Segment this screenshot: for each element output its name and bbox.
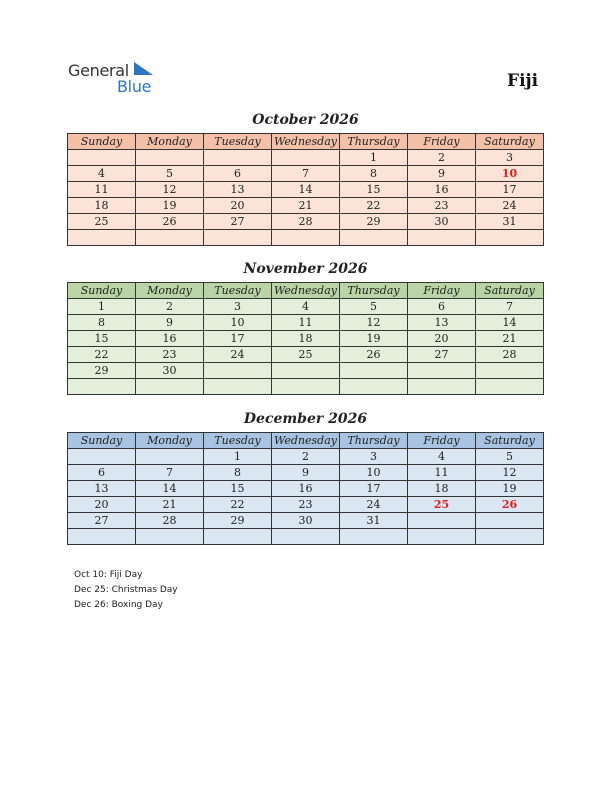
day-cell: 8 [68,315,136,331]
day-cell [408,529,476,545]
day-cell: 18 [272,331,340,347]
day-cell: 19 [340,331,408,347]
weekday-header: Sunday [68,433,136,449]
day-cell [272,379,340,395]
week-row [68,299,544,315]
weekday-header: Wednesday [272,283,340,299]
day-cell [68,150,136,166]
day-cell [204,529,272,545]
day-cell [272,363,340,379]
day-cell: 17 [340,481,408,497]
week-row [68,513,544,529]
day-cell: 15 [340,182,408,198]
day-cell [408,513,476,529]
day-cell: 11 [68,182,136,198]
day-cell: 18 [68,198,136,214]
day-cell: 13 [68,481,136,497]
day-cell: 2 [272,449,340,465]
day-cell: 23 [272,497,340,513]
day-cell [204,150,272,166]
day-cell: 6 [204,166,272,182]
day-cell: 10 [476,166,544,182]
day-cell [476,363,544,379]
weekday-header: Saturday [476,283,544,299]
holiday-notes [74,568,178,613]
weekday-header: Monday [136,433,204,449]
weekday-header: Tuesday [204,283,272,299]
holiday-note: Dec 25: Christmas Day [74,585,178,595]
day-cell: 12 [476,465,544,481]
week-row [68,150,544,166]
weekday-header-row [68,433,544,449]
day-cell [408,230,476,246]
weekday-header: Tuesday [204,134,272,150]
day-cell: 5 [340,299,408,315]
weekday-header-row [68,134,544,150]
day-cell: 11 [408,465,476,481]
week-row [68,182,544,198]
week-row [68,198,544,214]
day-cell: 3 [340,449,408,465]
day-cell [204,379,272,395]
weekday-header-row [68,283,544,299]
day-cell: 27 [68,513,136,529]
day-cell: 10 [204,315,272,331]
day-cell [68,230,136,246]
logo-triangle-icon [134,62,154,76]
day-cell [68,449,136,465]
day-cell: 25 [272,347,340,363]
day-cell [272,529,340,545]
day-cell [136,379,204,395]
day-cell: 9 [408,166,476,182]
weekday-header: Saturday [476,134,544,150]
day-cell: 7 [136,465,204,481]
day-cell [476,513,544,529]
day-cell: 25 [408,497,476,513]
day-cell: 4 [408,449,476,465]
day-cell: 27 [408,347,476,363]
day-cell: 1 [204,449,272,465]
day-cell: 20 [68,497,136,513]
day-cell: 7 [476,299,544,315]
day-cell: 3 [204,299,272,315]
day-cell: 22 [68,347,136,363]
day-cell: 8 [340,166,408,182]
day-cell: 15 [68,331,136,347]
day-cell [408,379,476,395]
day-cell [136,449,204,465]
day-cell: 19 [136,198,204,214]
day-cell [204,230,272,246]
day-cell: 26 [340,347,408,363]
day-cell: 9 [136,315,204,331]
day-cell: 22 [340,198,408,214]
day-cell: 26 [476,497,544,513]
day-cell: 13 [408,315,476,331]
day-cell: 14 [136,481,204,497]
weekday-header: Monday [136,134,204,150]
weekday-header: Tuesday [204,433,272,449]
day-cell: 28 [476,347,544,363]
day-cell: 12 [136,182,204,198]
week-row [68,449,544,465]
weekday-header: Friday [408,433,476,449]
day-cell: 20 [204,198,272,214]
day-cell [204,363,272,379]
week-row [68,481,544,497]
day-cell: 30 [408,214,476,230]
week-row [68,363,544,379]
weekday-header: Saturday [476,433,544,449]
week-row [68,230,544,246]
day-cell: 15 [204,481,272,497]
weekday-header: Wednesday [272,433,340,449]
day-cell: 28 [136,513,204,529]
day-cell: 9 [272,465,340,481]
day-cell: 3 [476,150,544,166]
day-cell: 2 [136,299,204,315]
weekday-header: Monday [136,283,204,299]
month-grid [67,133,544,246]
day-cell: 25 [68,214,136,230]
month-title: December 2026 [243,411,368,427]
holiday-note: Dec 26: Boxing Day [74,600,163,610]
week-row [68,214,544,230]
day-cell: 24 [476,198,544,214]
day-cell: 11 [272,315,340,331]
day-cell: 16 [136,331,204,347]
weekday-header: Thursday [340,433,408,449]
day-cell: 21 [476,331,544,347]
week-row [68,347,544,363]
day-cell: 29 [204,513,272,529]
day-cell: 5 [476,449,544,465]
day-cell: 13 [204,182,272,198]
day-cell: 31 [340,513,408,529]
day-cell [272,150,340,166]
weekday-header: Thursday [340,134,408,150]
week-row [68,315,544,331]
day-cell: 20 [408,331,476,347]
day-cell: 28 [272,214,340,230]
day-cell [136,230,204,246]
weekday-header: Sunday [68,134,136,150]
week-row [68,166,544,182]
month-title: October 2026 [252,112,359,128]
day-cell: 21 [136,497,204,513]
day-cell [476,529,544,545]
month-grid [67,282,544,395]
day-cell: 19 [476,481,544,497]
day-cell: 22 [204,497,272,513]
day-cell: 27 [204,214,272,230]
day-cell: 16 [272,481,340,497]
day-cell [476,379,544,395]
day-cell: 7 [272,166,340,182]
day-cell: 12 [340,315,408,331]
week-row [68,331,544,347]
day-cell: 31 [476,214,544,230]
day-cell [340,230,408,246]
day-cell [136,529,204,545]
weekday-header: Friday [408,134,476,150]
day-cell: 18 [408,481,476,497]
day-cell: 17 [476,182,544,198]
month-grid [67,432,544,545]
day-cell: 23 [408,198,476,214]
day-cell [340,529,408,545]
day-cell [340,363,408,379]
weekday-header: Friday [408,283,476,299]
day-cell: 6 [408,299,476,315]
logo-word-blue: Blue [117,77,152,96]
week-row [68,465,544,481]
day-cell: 10 [340,465,408,481]
week-row [68,379,544,395]
day-cell: 16 [408,182,476,198]
day-cell: 26 [136,214,204,230]
weekday-header: Sunday [68,283,136,299]
day-cell: 29 [68,363,136,379]
week-row [68,497,544,513]
general-blue-logo [68,61,158,97]
week-row [68,529,544,545]
day-cell: 21 [272,198,340,214]
day-cell [272,230,340,246]
day-cell: 5 [136,166,204,182]
day-cell: 6 [68,465,136,481]
weekday-header: Thursday [340,283,408,299]
month-title: November 2026 [243,261,368,277]
day-cell [340,379,408,395]
day-cell: 14 [476,315,544,331]
day-cell: 30 [272,513,340,529]
day-cell: 8 [204,465,272,481]
logo-word-general: General [68,61,129,80]
day-cell: 24 [204,347,272,363]
day-cell: 4 [272,299,340,315]
day-cell: 24 [340,497,408,513]
day-cell: 17 [204,331,272,347]
day-cell: 23 [136,347,204,363]
day-cell [408,363,476,379]
day-cell: 2 [408,150,476,166]
day-cell: 29 [340,214,408,230]
day-cell: 30 [136,363,204,379]
day-cell: 1 [68,299,136,315]
day-cell [476,230,544,246]
holiday-note: Oct 10: Fiji Day [74,570,143,580]
day-cell [68,529,136,545]
day-cell [68,379,136,395]
day-cell [136,150,204,166]
country-name: Fiji [507,71,539,91]
day-cell: 4 [68,166,136,182]
weekday-header: Wednesday [272,134,340,150]
day-cell: 14 [272,182,340,198]
day-cell: 1 [340,150,408,166]
